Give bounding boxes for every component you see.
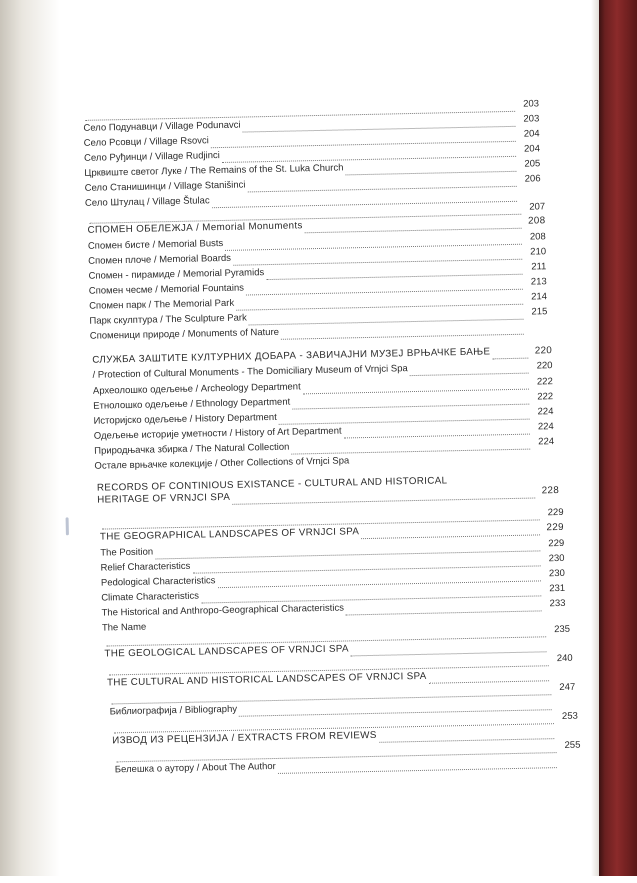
toc-entry-page: 204 bbox=[518, 142, 540, 156]
toc-leader-dots bbox=[281, 324, 524, 340]
toc-entry-page: 208 bbox=[523, 214, 545, 228]
toc-entry-title: Pedological Characteristics bbox=[101, 574, 216, 590]
toc-entry-page: 208 bbox=[524, 230, 546, 244]
toc-entry-page: 214 bbox=[525, 290, 547, 304]
toc-entry-title: Спомен чесме / Memorial Fountains bbox=[89, 282, 244, 299]
toc-entry-page: 204 bbox=[518, 127, 540, 141]
toc-entry-title: Црквиште светог Луке / The Remains of the St. Luka Church bbox=[84, 161, 343, 180]
toc-entry-title: Споменици природе / Monuments of Nature bbox=[90, 326, 279, 344]
toc-entry-page: 203 bbox=[517, 112, 539, 126]
toc-entry-title: Етнолошко одељење / Ethnology Department bbox=[93, 396, 290, 414]
toc-entry-page: 230 bbox=[542, 552, 564, 566]
toc-leader-dots bbox=[232, 488, 535, 505]
toc-entry-title: The Historical and Anthropo-Geographical Characteristics bbox=[101, 602, 344, 621]
toc-entry-page: 231 bbox=[543, 582, 565, 596]
toc-entry-page: 240 bbox=[550, 652, 572, 666]
toc-entry-title: Село Рсовци / Village Rsovci bbox=[84, 134, 209, 151]
toc-leader-dots bbox=[410, 363, 529, 376]
toc-entry-title: Спомен плоче / Memorial Boards bbox=[88, 252, 231, 269]
toc-heading-line: RECORDS OF CONTINIOUS EXISTANCE - CULTURAL AND HISTORICAL bbox=[97, 471, 537, 495]
toc-entry-title: Остале врњачке колекције / Other Collections of Vrnjci Spa bbox=[94, 454, 349, 473]
toc-entry-title: The Name bbox=[102, 621, 147, 636]
toc-entry-title: Историјско одељење / History Department bbox=[93, 411, 277, 429]
toc-entry-title: Climate Characteristics bbox=[101, 590, 199, 606]
toc-entry-page: 203 bbox=[517, 97, 539, 111]
toc-entry-title: СПОМЕН ОБЕЛЕЖЈА / Memorial Monuments bbox=[87, 219, 302, 238]
toc-leader-dots bbox=[278, 757, 557, 774]
toc-entry-title: Археолошко одељење / Archeology Department bbox=[93, 380, 301, 398]
toc-entry-page: 253 bbox=[556, 710, 578, 724]
toc-entry-page: 229 bbox=[542, 521, 564, 535]
toc-entry-page: 211 bbox=[524, 260, 546, 274]
toc-entry-title: Природњачка збирка / The Natural Collection bbox=[94, 441, 289, 459]
toc-entry-title: Село Штулац / Village Štulac bbox=[85, 194, 210, 211]
toc-entry-title: Одељење историје уметности / History of Art Department bbox=[94, 425, 342, 444]
toc-entry-page: 207 bbox=[523, 200, 545, 214]
toc-entry-page: 220 bbox=[530, 359, 552, 373]
toc-entry-title: Спомен парк / The Memorial Park bbox=[89, 297, 234, 314]
toc-entry-page: 222 bbox=[531, 390, 553, 404]
toc-entry-page: 215 bbox=[525, 305, 547, 319]
toc-entry-title: The Position bbox=[100, 546, 153, 561]
toc-entry-title: Парк скулптура / The Sculpture Park bbox=[89, 312, 247, 329]
toc-entry-page: 205 bbox=[518, 157, 540, 171]
toc-entry-title: Село Подунавци / Village Podunavci bbox=[83, 119, 240, 136]
toc-entry-title: Библиографија / Bibliography bbox=[110, 703, 238, 720]
toc-entry-page: 220 bbox=[530, 344, 552, 358]
toc-entry-title: Село Руђинци / Village Rudjinci bbox=[84, 149, 220, 166]
toc-entry-title: Село Станишинци / Village Stanišinci bbox=[85, 179, 246, 196]
toc-entry-title: Спомен - пирамиде / Memorial Pyramids bbox=[88, 266, 264, 284]
page-smudge-mark bbox=[66, 517, 69, 535]
toc-leader-dots bbox=[291, 439, 530, 455]
toc-entry-title: Спомен бисте / Memorial Busts bbox=[88, 237, 224, 254]
toc-entry-title: THE CULTURAL AND HISTORICAL LANDSCAPES OF VRNJCI SPA bbox=[107, 670, 427, 691]
toc-entry-title: Relief Characteristics bbox=[100, 560, 190, 576]
toc-leader-dots bbox=[492, 348, 528, 360]
toc-entry-page: 229 bbox=[541, 506, 563, 520]
toc-entry-page: 255 bbox=[558, 739, 580, 753]
toc-entry-page: 213 bbox=[525, 275, 547, 289]
toc-entry-title: HERITAGE OF VRNJCI SPA bbox=[97, 491, 230, 508]
toc-entry-title: СЛУЖБА ЗАШТИТЕ КУЛТУРНИХ ДОБАРА - ЗАВИЧАЈНИ МУЗЕЈ ВРЊАЧКЕ БАЊЕ bbox=[92, 345, 490, 367]
toc-leader-dots bbox=[361, 524, 540, 539]
toc-entry-title: ИЗВОД ИЗ РЕЦЕНЗИЈА / EXTRACTS FROM REVIEWS bbox=[112, 729, 377, 749]
toc-entry-title: THE GEOGRAPHICAL LANDSCAPES OF VRNJCI SPA bbox=[100, 525, 360, 544]
toc-entry-page: 224 bbox=[531, 405, 553, 419]
toc-entry-page: 224 bbox=[532, 435, 554, 449]
toc-entry-page: 228 bbox=[537, 484, 559, 498]
toc-entry-page: 222 bbox=[531, 375, 553, 389]
toc-entry-title: THE GEOLOGICAL LANDSCAPES OF VRNJCI SPA bbox=[104, 642, 349, 661]
toc-entry-page: 210 bbox=[524, 245, 546, 259]
toc-entry-page: 224 bbox=[532, 420, 554, 434]
toc-entry-page: 229 bbox=[542, 537, 564, 551]
toc-entry-page: 206 bbox=[518, 172, 540, 186]
toc-leader-dots bbox=[346, 600, 542, 615]
toc-entry-page: 235 bbox=[548, 623, 570, 637]
toc-entry-page: 233 bbox=[543, 597, 565, 611]
toc-entry-page: 230 bbox=[543, 567, 565, 581]
toc-entry-title: / Protection of Cultural Monuments - The Domiciliary Museum of Vrnjci Spa bbox=[92, 362, 407, 383]
toc-entry-page: 247 bbox=[553, 681, 575, 695]
toc-entry-title: Белешка о аутору / About The Author bbox=[115, 760, 276, 777]
